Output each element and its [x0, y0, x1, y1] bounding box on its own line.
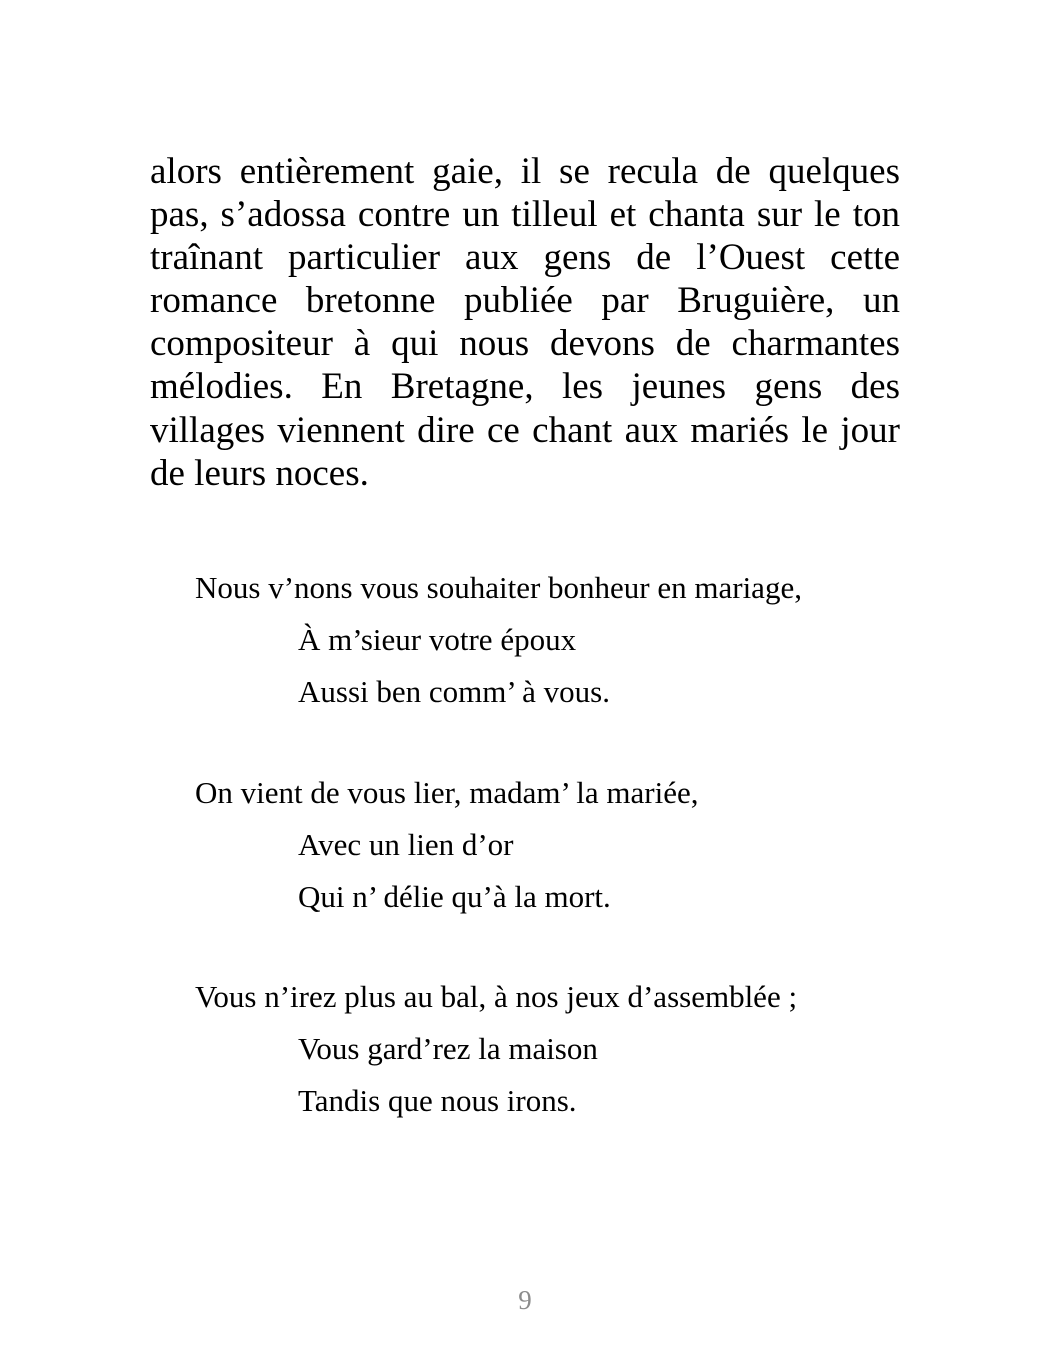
prose-line: compositeur à qui nous devons de charmantes	[150, 323, 900, 365]
prose-line: villages viennent dire ce chant aux mariés le jour	[150, 409, 900, 451]
verse-line: Vous gard’rez la maison	[298, 1031, 598, 1066]
prose-line: romance bretonne publiée par Bruguière, un	[150, 280, 900, 322]
verse-line: Nous v’nons vous souhaiter bonheur en mariage,	[195, 570, 802, 605]
prose-paragraph	[150, 150, 900, 495]
prose-line: mélodies. En Bretagne, les jeunes gens des	[150, 366, 900, 408]
verse-line: Tandis que nous irons.	[298, 1083, 577, 1118]
prose-line: de leurs noces.	[150, 452, 369, 494]
prose-line: traînant particulier aux gens de l’Ouest cette	[150, 237, 900, 279]
page-number: 9	[518, 1285, 532, 1315]
prose-line: pas, s’adossa contre un tilleul et chanta sur le ton	[150, 194, 900, 236]
verse-line: Aussi ben comm’ à vous.	[298, 674, 610, 709]
verse-line: Vous n’irez plus au bal, à nos jeux d’assemblée ;	[195, 979, 798, 1014]
verse-line: On vient de vous lier, madam’ la mariée,	[195, 775, 699, 810]
verse-line: Avec un lien d’or	[298, 827, 514, 862]
poem-stanza-3	[195, 971, 797, 1127]
poem-stanza-1	[195, 562, 802, 718]
prose-line: alors entièrement gaie, il se recula de quelques	[150, 151, 900, 192]
poem-stanza-2	[195, 767, 698, 923]
verse-line: À m’sieur votre époux	[298, 622, 577, 657]
verse-line: Qui n’ délie qu’à la mort.	[298, 879, 611, 914]
